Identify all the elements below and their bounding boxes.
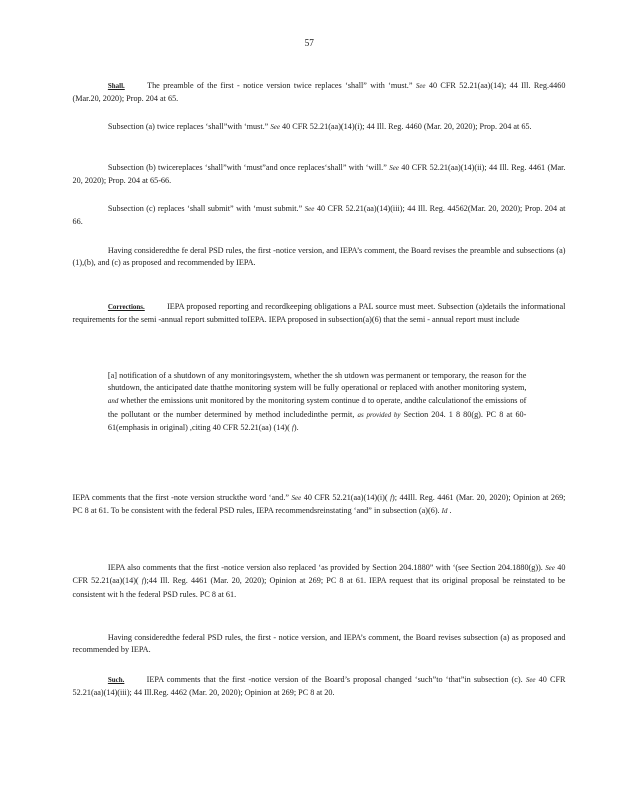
paragraph-iepa-comments-and: IEPA comments that the first -note version struckthe word ‘and.” See 40 CFR 52.21(aa)(14)(i)( f); 44Ill. Reg. 4461 (Mar. 20, 2020); Opinion at 269; PC 8 at 61. To be consistent with the federal PSD rules, IEPA recommendsreinstating ‘and” in subsection (a)(6). Id . xyxy=(72,491,566,516)
section-heading-such: Such. xyxy=(107,674,125,684)
paragraph-corrections: Corrections. IEPA proposed reporting and recordkeeping obligations a PAL source must meet. Subsection (a)details the informational requirements for the semi -annual report submitted toIEPA. IEPA proposed in subsection(a)(6) that the semi - annual report must include xyxy=(72,300,566,325)
paragraph-subsection-c: Subsection (c) replaces ‘shall submit” with ‘must submit.” See 40 CFR 52.21(aa)(14)(iii); 44 Ill. Reg. 44562(Mar. 20, 2020); Prop. 204 at 66. xyxy=(72,202,566,227)
section-heading-shall: Shall. xyxy=(107,80,125,90)
block-quote: [a] notification of a shutdown of any monitoringsystem, whether the sh utdown was permanent or temporary, the reason for the shutdown, the anticipated date thatthe monitoring system will be fully operational or replaced with another monitoring system, and whether the emissions unit monitored by the monitoring system continue d to operate, andthe calculationof the emissions of the pollutant or the number determined by method includedinthe permit, as provided by Section 204. 1 8 80(g). PC 8 at 60-61(emphasis in original) ,citing 40 CFR 52.21(aa) (14)( f). xyxy=(107,369,527,433)
section-heading-corrections: Corrections. xyxy=(107,301,145,311)
see-signal: See xyxy=(545,562,555,572)
see-signal: See xyxy=(291,492,302,502)
paragraph-such: Such. IEPA comments that the first -notice version of the Board’s proposal changed ‘such”to ‘that”in subsection (c). See 40 CFR 52.21(aa)(14)(iii); 44 Ill.Reg. 4462 (Mar. 20, 2020); Opinion at 269; PC 8 at 20. xyxy=(72,673,566,698)
see-signal: See xyxy=(415,80,426,90)
id-signal: Id xyxy=(441,506,448,516)
paragraph-subsection-b: Subsection (b) twicereplaces ‘shall”with ‘must”and once replaces‘shall” with ‘will.” See 40 CFR 52.21(aa)(14)(ii); 44 Ill. Reg. 4461 (Mar. 20, 2020); Prop. 204 at 65-66. xyxy=(72,161,566,186)
paragraph-board-revises-subsection-a: Having consideredthe federal PSD rules, the first - notice version, and IEPA’s comment, the Board revises subsection (a) as proposed and recommended by IEPA. xyxy=(72,631,566,655)
see-signal: See xyxy=(270,121,281,131)
paragraph-subsection-a: Subsection (a) twice replaces ‘shall”with ‘must.” See 40 CFR 52.21(aa)(14)(i); 44 Ill. Reg. 4460 (Mar. 20, 2020); Prop. 204 at 65. xyxy=(107,120,532,131)
see-signal: See xyxy=(525,674,536,684)
paragraph-board-revises-preamble: Having consideredthe fe deral PSD rules, the first -notice version, and IEPA’s comment, the Board revises the preamble and subsections (a)(1),(b), and (c) as proposed and recommended by IEPA. xyxy=(72,244,566,268)
paragraph-shall: Shall. The preamble of the first - notice version twice replaces ‘shall” with ‘must.” See 40 CFR 52.21(aa)(14); 44 Ill. Reg.4460 (Mar.20, 2020); Prop. 204 at 65. xyxy=(72,79,566,104)
page-number: 57 xyxy=(304,38,314,49)
see-signal: See xyxy=(304,203,315,213)
paragraph-iepa-also-comments: IEPA also comments that the first -notice version also replaced ‘as provided by Section 204.1880” with ‘(see Section 204.1880(g)). See 40 CFR 52.21(aa)(14)( f);44 Ill. Reg. 4461 (Mar. 20, 2020); Opinion at 269; PC 8 at 61. IEPA request that its original proposal be reinstated to be consistent wit h the federal PSD rules. PC 8 at 61. xyxy=(72,561,566,599)
see-signal: See xyxy=(389,162,399,172)
